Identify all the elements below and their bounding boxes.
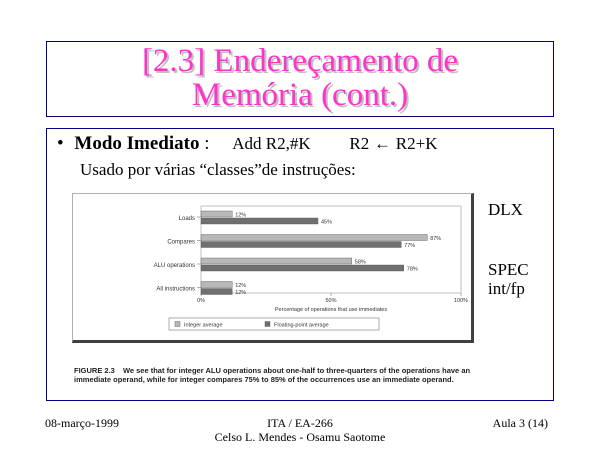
bar xyxy=(201,235,427,241)
legend-swatch xyxy=(265,322,270,327)
legend-swatch xyxy=(175,322,180,327)
figure-caption xyxy=(74,366,474,384)
footer-date: 08-março-1999 xyxy=(45,416,119,430)
title-box xyxy=(46,41,554,117)
category-label: All instructions xyxy=(156,286,195,293)
footer-authors: Celso L. Mendes - Osamu Saotome xyxy=(214,430,386,444)
bar xyxy=(201,289,232,295)
data-label: 58% xyxy=(354,259,366,266)
slide-title-line-1: [2.3] Endereçamento de xyxy=(141,43,459,79)
data-label: 12% xyxy=(235,283,247,289)
caption-label: FIGURE 2.3 xyxy=(74,366,115,375)
bar xyxy=(201,211,232,217)
data-label: 12% xyxy=(235,290,247,296)
bar xyxy=(201,218,318,224)
instruction-text: Add R2,#K xyxy=(232,134,311,153)
x-tick-label: 0% xyxy=(197,298,205,304)
arrow-rhs: R2+K xyxy=(395,134,438,153)
label-spec: SPEC xyxy=(488,260,529,279)
x-tick-label: 100% xyxy=(453,298,469,304)
bullet-colon: : xyxy=(199,133,215,154)
data-label: 77% xyxy=(404,243,416,249)
bar xyxy=(201,242,401,248)
bar-chart xyxy=(73,194,471,340)
data-label: 78% xyxy=(406,266,418,273)
x-axis-label: Percentage of operations that use immediates xyxy=(274,307,388,313)
x-tick-label: 50% xyxy=(325,298,337,304)
category-label: Loads xyxy=(178,216,195,222)
bullet-mark: • xyxy=(57,133,64,154)
data-label: 45% xyxy=(321,219,333,226)
bar xyxy=(201,265,404,271)
category-label: ALU operations xyxy=(153,263,195,269)
bullet-line xyxy=(57,133,437,155)
arrow-lhs: R2 xyxy=(349,134,370,153)
sub-line: Usado por várias “classes”de instruções: xyxy=(80,160,356,179)
bullet-heading: Modo Imediato xyxy=(74,133,200,154)
data-label: 87% xyxy=(430,236,442,242)
legend-label: Integer average xyxy=(184,322,223,329)
footer-course: ITA / EA-266 xyxy=(267,416,333,430)
caption-text: We see that for integer ALU operations about one-half to three-quarters of the operations have an immediate operand, while for integer compares 75% to 85% of the occurrences use an immediate operand. xyxy=(74,366,471,384)
slide-title-line-2: Memória (cont.) xyxy=(191,77,409,113)
category-label: Compares xyxy=(167,239,195,246)
label-dlx: DLX xyxy=(488,200,523,219)
bar xyxy=(201,282,232,288)
left-arrow-icon: ← xyxy=(374,134,392,153)
legend-label: Floating-point average xyxy=(274,322,329,329)
data-label: 12% xyxy=(235,212,247,219)
figure-frame xyxy=(72,193,474,343)
bar xyxy=(201,258,352,264)
label-int-fp: int/fp xyxy=(488,279,525,298)
footer-lecture: Aula 3 (14) xyxy=(492,416,548,430)
